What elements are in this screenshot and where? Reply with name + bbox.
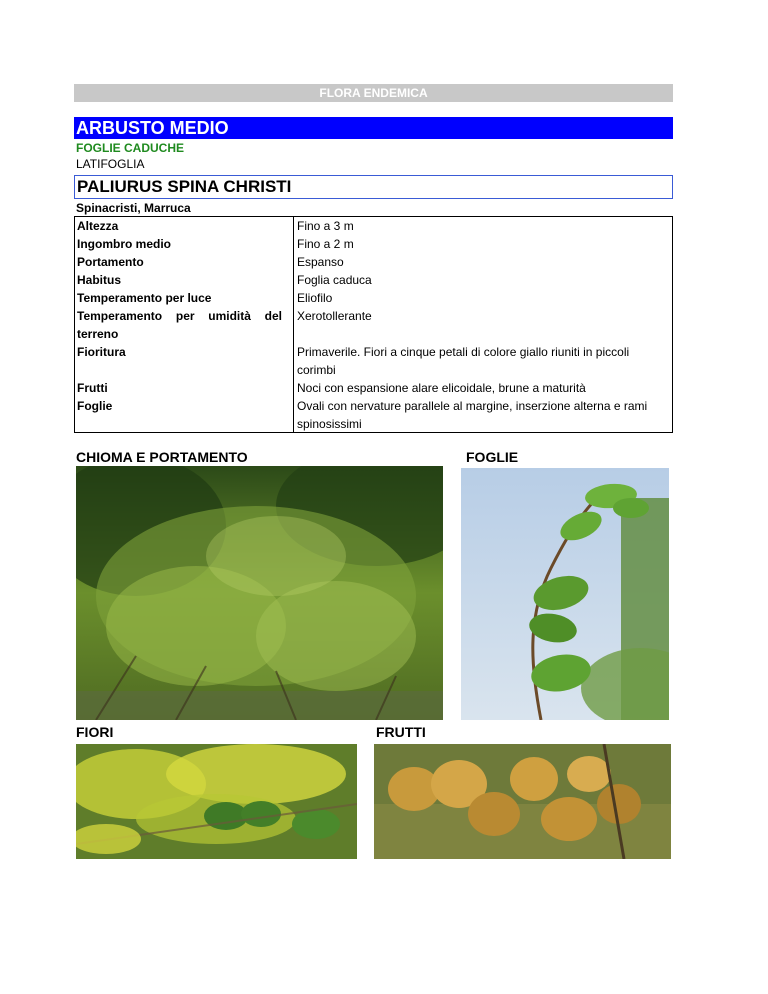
trait-label: Foglie — [77, 399, 113, 413]
trait-label: Temperamento per luce — [77, 291, 212, 305]
trait-value: Xerotollerante — [297, 309, 372, 323]
trait-label-continued: terreno — [77, 327, 119, 341]
crown-photo — [76, 466, 443, 720]
traits-table — [74, 216, 673, 433]
section-title-fruits: FRUTTI — [376, 724, 426, 740]
leaf-type: LATIFOGLIA — [76, 157, 145, 171]
trait-label: Temperamento per umidità del — [77, 309, 282, 323]
scientific-name: PALIURUS SPINA CHRISTI — [74, 175, 673, 199]
trait-label: Frutti — [77, 381, 108, 395]
fruits-photo — [374, 744, 671, 859]
trait-label: Habitus — [77, 273, 122, 287]
section-title-flowers: FIORI — [76, 724, 114, 740]
trait-value: Fino a 2 m — [297, 237, 354, 251]
common-names: Spinacristi, Marruca — [76, 201, 191, 215]
leaves-photo — [461, 468, 669, 720]
trait-label: Altezza — [77, 219, 119, 233]
trait-value: Primaverile. Fiori a cinque petali di colore giallo riuniti in piccoli — [297, 345, 630, 359]
trait-label: Ingombro medio — [77, 237, 171, 251]
trait-value: Ovali con nervature parallele al margine, inserzione alterna e rami — [297, 399, 648, 413]
table-divider — [293, 217, 294, 432]
section-title-leaves: FOGLIE — [466, 449, 519, 465]
trait-label: Fioritura — [77, 345, 126, 359]
trait-value-continued: spinosissimi — [297, 417, 362, 431]
section-title-crown: CHIOMA E PORTAMENTO — [76, 449, 248, 465]
trait-value: Eliofilo — [297, 291, 333, 305]
flowers-photo — [76, 744, 357, 859]
trait-value: Fino a 3 m — [297, 219, 354, 233]
plant-type-bar: ARBUSTO MEDIO — [74, 117, 673, 139]
category-banner: FLORA ENDEMICA — [74, 84, 673, 102]
trait-value: Espanso — [297, 255, 344, 269]
leaf-habit: FOGLIE CADUCHE — [76, 141, 184, 155]
trait-value: Noci con espansione alare elicoidale, brune a maturità — [297, 381, 586, 395]
trait-value-continued: corimbi — [297, 363, 336, 377]
trait-value: Foglia caduca — [297, 273, 372, 287]
trait-label: Portamento — [77, 255, 144, 269]
